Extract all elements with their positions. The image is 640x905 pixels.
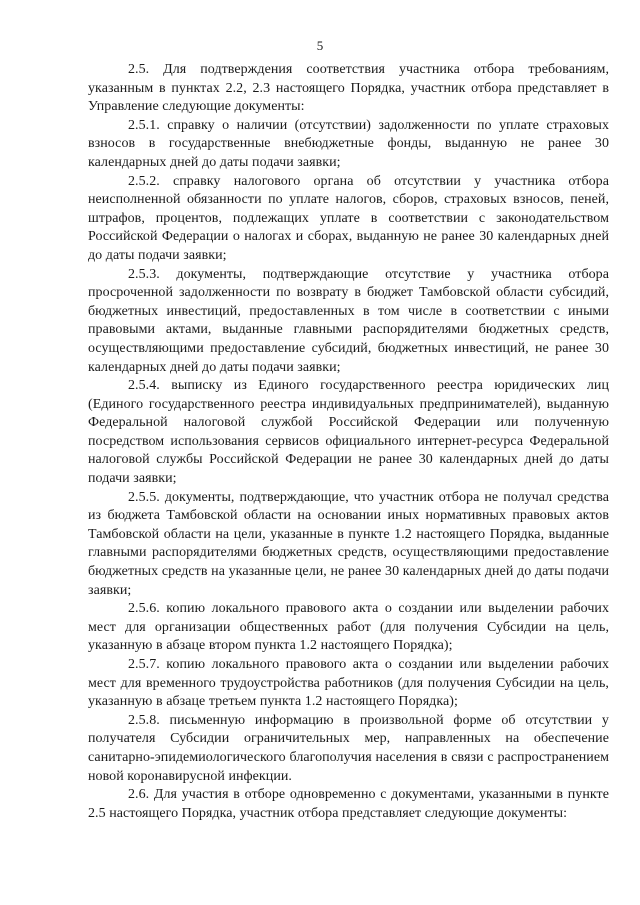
document-body bbox=[88, 61, 609, 823]
paragraph-2-6: 2.6. Для участия в отборе одновременно с документами, указанными в пункте 2.5 настоящего Порядка, участник отбора представляет следующие документы: bbox=[88, 787, 609, 821]
paragraph-2-5-7: 2.5.7. копию локального правового акта о создании или выделении рабочих мест для временного трудоустройства работников (для получения Субсидии на цель, указанную в абзаце третьем пункта 1.2 настоящего Порядка); bbox=[88, 657, 609, 710]
paragraph-2-5-3: 2.5.3. документы, подтверждающие отсутствие у участника отбора просроченной задолженности по возврату в бюджет Тамбовской области субсидий, бюджетных инвестиций, предоставленных в том числе в соответствии с иными правовыми актами, выданные главными распорядителями бюджетных средств, осуществляющими предоставление субсидий, бюджетных инвестиций, не ранее 30 календарных дней до даты подачи заявки; bbox=[88, 266, 609, 375]
paragraph-2-5-8: 2.5.8. письменную информацию в произвольной форме об отсутствии у получателя Субсидии ограничительных мер, направленных на обеспечение санитарно-эпидемиологического благополучия населения в связи с распространением новой коронавирусной инфекции. bbox=[88, 712, 609, 784]
paragraph-2-5-2: 2.5.2. справку налогового органа об отсутствии у участника отбора неисполненной обязанности по уплате налогов, сборов, страховых взносов, пеней, штрафов, процентов, подлежащих уплате в соответствии с законодательством Российской Федерации о налогах и сборах, выданную не ранее 30 календарных дней до даты подачи заявки; bbox=[88, 173, 609, 263]
paragraph-2-5: 2.5. Для подтверждения соответствия участника отбора требованиям, указанным в пунктах 2.2, 2.3 настоящего Порядка, участник отбора представляет в Управление следующие документы: bbox=[88, 62, 609, 115]
paragraph-2-5-5: 2.5.5. документы, подтверждающие, что участник отбора не получал средства из бюджета Тамбовской области на основании иных нормативных правовых актов Тамбовской области на цели, указанные в пункте 1.2 настоящего Порядка, выданные главными распорядителями бюджетных средств, осуществляющими предоставление бюджетных средств на указанные цели, не ранее 30 календарных дней до даты подачи заявки; bbox=[88, 489, 609, 598]
paragraph-2-5-1: 2.5.1. справку о наличии (отсутствии) задолженности по уплате страховых взносов в государственные внебюджетные фонды, выданную не ранее 30 календарных дней до даты подачи заявки; bbox=[88, 117, 609, 170]
page-number: 5 bbox=[316, 38, 324, 53]
paragraph-2-5-6: 2.5.6. копию локального правового акта о создании или выделении рабочих мест для организации общественных работ (для получения Субсидии на цель, указанную в абзаце втором пункта 1.2 настоящего Порядка); bbox=[88, 601, 609, 654]
paragraph-2-5-4: 2.5.4. выписку из Единого государственного реестра юридических лиц (Единого государственного реестра индивидуальных предпринимателей), выданную Федеральной налоговой службой Российской Федерации или полученную посредством использования сервисов официального интернет-ресурса Федеральной налоговой службы Российской Федерации не ранее 30 календарных дней до даты подачи заявки; bbox=[88, 378, 609, 487]
